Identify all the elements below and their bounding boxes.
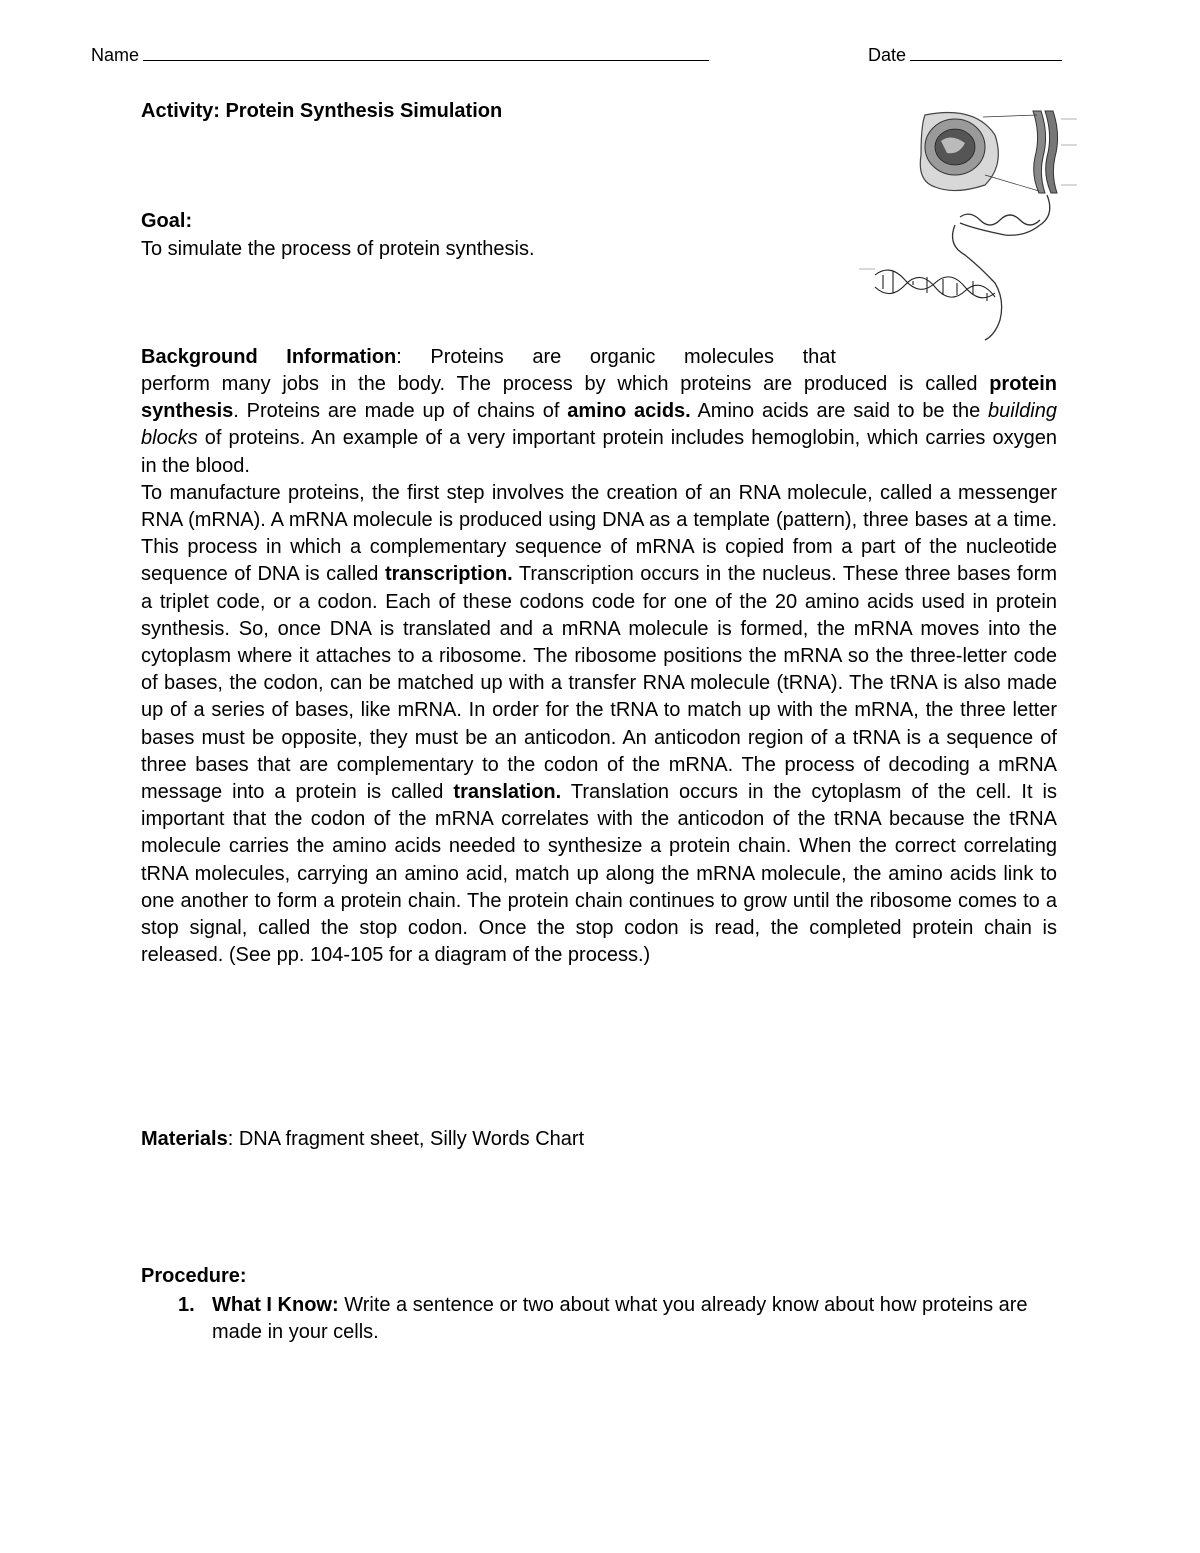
name-label: Name <box>91 45 140 65</box>
background-paragraph-1 <box>141 371 1057 480</box>
activity-title: Activity: Protein Synthesis Simulation <box>141 100 503 122</box>
bg-term-building-blocks: building blocks <box>141 400 1057 450</box>
materials-text: : DNA fragment sheet, Silly Words Chart <box>227 1128 585 1150</box>
background-first-line-text: Proteins are organic molecules that <box>401 346 836 368</box>
materials-line <box>141 1128 584 1151</box>
bg-term-protein-synthesis: protein synthesis <box>141 373 1057 423</box>
dna-chromosome-illustration <box>855 95 1095 345</box>
bg-term-amino-acids: amino acids. <box>567 400 691 423</box>
bg-p1-text-a: perform many jobs in the body. The process by which proteins are produced is called <box>141 373 990 395</box>
bg-p2-text-e: Translation occurs in the cytoplasm of the cell. It is important that the codon of the mRNA correlates with the anticodon of the tRNA because the tRNA molecule carries the amino acids needed to synthesize a protein chain. When the correct correlating tRNA molecules, carrying an amino acid, match up along the mRNA molecule, the amino acids link to one another to form a protein chain. The protein chain continues to grow until the ribosome comes to a stop signal, called the stop codon. Once the stop codon is read, the completed protein chain is released. (See pp. 104-105 for a diagram of the process.) <box>141 781 1057 967</box>
name-field-row <box>91 42 709 66</box>
procedure-item-number: 1. <box>178 1294 195 1316</box>
procedure-item-heading: What I Know: <box>212 1294 339 1316</box>
procedure-label: Procedure: <box>141 1265 247 1287</box>
procedure-item-text <box>212 1292 1058 1346</box>
bg-p1-text-e: Amino acids are said to be the <box>690 400 989 423</box>
background-paragraph-2 <box>141 480 1057 970</box>
bg-term-translation: translation. <box>453 781 562 804</box>
procedure-item-1 <box>178 1292 1058 1346</box>
double-helix-icon <box>875 270 995 301</box>
bg-term-transcription: transcription. <box>384 563 513 586</box>
procedure-item-body: Write a sentence or two about what you already know about how proteins are made in your cells. <box>212 1294 1028 1343</box>
goal-text: To simulate the process of protein synthesis. <box>141 238 535 260</box>
background-colon: : <box>396 346 402 368</box>
bg-p1-text-g: of proteins. An example of a very important protein includes hemoglobin, which carries oxygen in the blood. <box>141 427 1057 477</box>
cell-icon <box>920 113 998 191</box>
bg-p1-text-c: . Proteins are made up of chains of <box>233 400 568 423</box>
background-body <box>141 371 1057 969</box>
name-blank-line[interactable] <box>143 42 709 61</box>
bg-p2-text-a: To manufacture proteins, the first step involves the creation of an RNA molecule, called a messenger RNA (mRNA). A mRNA molecule is produced using DNA as a template (pattern), three bases at a time. This process in which a complementary sequence of mRNA is copied from a part of the nucleotide sequence of DNA is called <box>141 481 1057 586</box>
date-blank-line[interactable] <box>910 42 1062 61</box>
date-field-row <box>868 42 1062 66</box>
coiled-dna-strand-icon <box>953 195 1050 340</box>
bg-p2-text-c: Transcription occurs in the nucleus. These three bases form a triplet code, or a codon. Each of these codons code for one of the 20 amino acids used in protein synthesis. So, once DNA is translated and a mRNA molecule is formed, the mRNA moves into the cytoplasm where it attaches to a ribosome. The ribosome positions the mRNA so the three-letter code of bases, the codon, can be matched up with a transfer RNA molecule (tRNA). The tRNA is also made up of a series of bases, like mRNA. In order for the tRNA to match up with the mRNA, the three letter bases must be opposite, they must be an anticodon. An anticodon region of a tRNA is a sequence of three bases that are complementary to the codon of the mRNA. The process of decoding a mRNA message into a protein is called <box>141 563 1058 804</box>
goal-label: Goal: <box>141 210 193 232</box>
background-first-line <box>141 344 836 371</box>
materials-label: Materials <box>141 1128 228 1150</box>
background-label: Background Information <box>141 346 397 368</box>
date-label: Date <box>868 45 907 65</box>
